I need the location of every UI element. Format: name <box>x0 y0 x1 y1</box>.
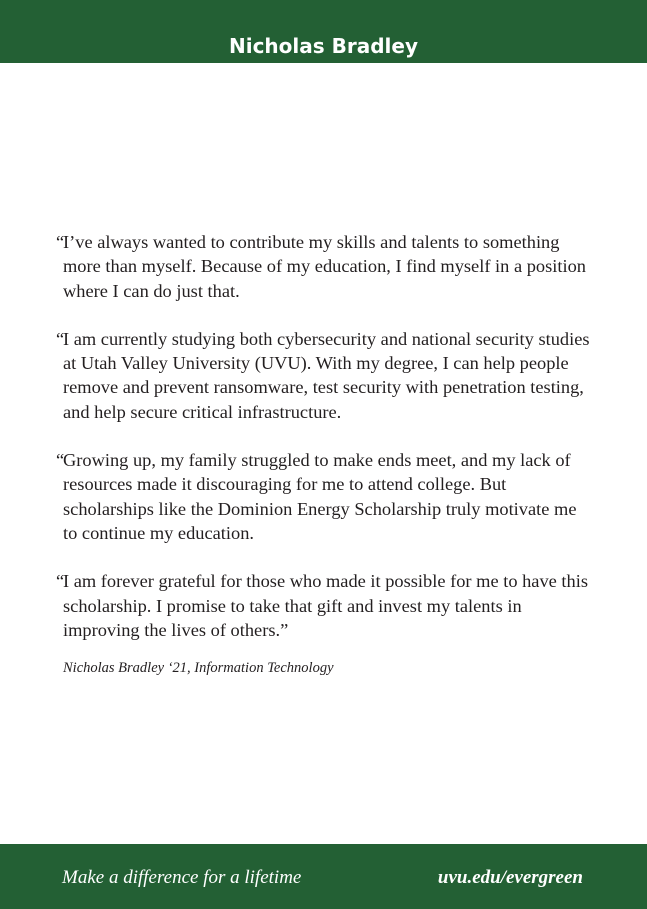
open-quote-mark: “ <box>56 450 65 471</box>
open-quote-mark: “ <box>56 328 65 349</box>
open-quote-mark: “ <box>56 232 65 252</box>
footer-url-link[interactable]: uvu.edu/evergreen <box>437 867 583 888</box>
quote-paragraph <box>56 569 590 642</box>
quote-text: Growing up, my family struggled to make ends meet, and my lack of resources made it discouraging for me to attend college. But scholarships like the Dominion Energy Scholarship truly motivate me to continue my education. <box>63 450 577 543</box>
quote-text: I am currently studying both cybersecurity and national security studies at Utah Valley University (UVU). With my degree, I can help people remove and prevent ransomware, test security with penetration testing, and help secure critical infrastructure. <box>63 328 590 422</box>
quotes-section <box>56 230 590 678</box>
page-title: Nicholas Bradley <box>228 34 419 58</box>
footer-bar <box>0 844 647 909</box>
quote-text: I am forever grateful for those who made it possible for me to have this scholarship. I promise to take that gift and invest my talents in improving the lives of others.” <box>63 571 588 640</box>
header-bar <box>0 0 647 63</box>
quote-paragraph <box>56 448 590 545</box>
attribution: Nicholas Bradley ‘21, Information Technology <box>63 660 334 677</box>
quote-paragraph <box>56 327 590 424</box>
open-quote-mark: “ <box>56 571 65 592</box>
footer-tagline: Make a difference for a lifetime <box>62 867 302 888</box>
quote-paragraph <box>56 230 590 303</box>
quote-text: I’ve always wanted to contribute my skills and talents to something more than myself. Because of my education, I find myself in a position where I can do just that. <box>63 232 586 301</box>
